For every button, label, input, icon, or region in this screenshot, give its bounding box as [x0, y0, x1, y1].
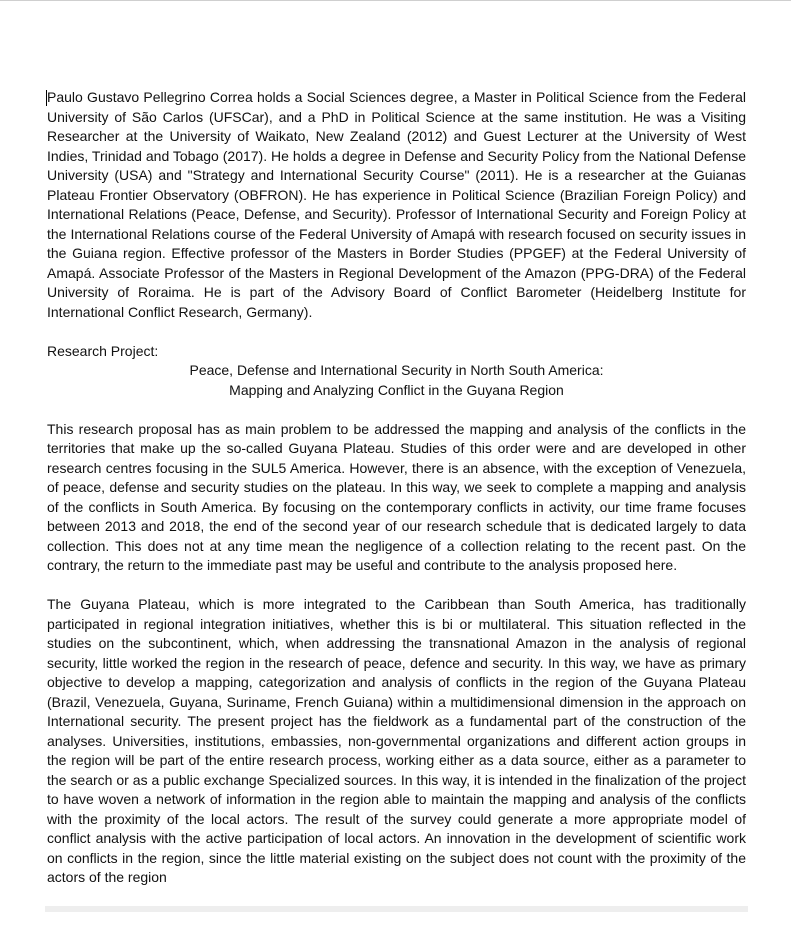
- research-paragraph-2[interactable]: The Guyana Plateau, which is more integrated to the Caribbean than South America, has traditionally participated in regional integration initiatives, whether this is bi or multilateral. This situation reflected in the studies on the subcontinent, which, when addressing the transnational Amazon in the analysis of regional security, little worked the region in the research of peace, defence and security. In this way, we have as primary objective to develop a mapping, categorization and analysis of conflicts in the region of the Guyana Plateau (Brazil, Venezuela, Guyana, Suriname, French Guiana) within a multidimensional dimension in the approach on International security. The present project has the fieldwork as a fundamental part of the construction of the analyses. Universities, institutions, embassies, non-governmental organizations and different action groups in the region will be part of the entire research process, working either as a data source, either as a parameter to the search or as a public exchange Specialized sources. In this way, it is intended in the finalization of the project to have woven a network of information in the region able to maintain the mapping and analysis of the conflicts with the proximity of the local actors. The result of the survey could generate a more appropriate model of conflict analysis with the active participation of local actors. An innovation in the development of scientific work on conflicts in the region, since the little material existing on the subject does not count with the proximity of the actors of the region: [47, 596, 746, 885]
- bio-paragraph[interactable]: Paulo Gustavo Pellegrino Correa holds a Social Sciences degree, a Master in Political Science from the Federal University of São Carlos (UFSCar), and a PhD in Political Science at the same institution. He was a Visiting Researcher at the University of Waikato, New Zealand (2012) and Guest Lecturer at the University of West Indies, Trinidad and Tobago (2017). He holds a degree in Defense and Security Policy from the National Defense University (USA) and "Strategy and International Security Course" (2011). He is a researcher at the Guianas Plateau Frontier Observatory (OBFRON). He has experience in Political Science (Brazilian Foreign Policy) and International Relations (Peace, Defense, and Security). Professor of International Security and Foreign Policy at the International Relations course of the Federal University of Amapá with research focused on security issues in the Guiana region. Effective professor of the Masters in Border Studies (PPGEF) at the Federal University of Amapá. Associate Professor of the Masters in Regional Development of the Amazon (PPG-DRA) of the Federal University of Roraima. He is part of the Advisory Board of Conflict Barometer (Heidelberg Institute for International Conflict Research, Germany).: [47, 89, 746, 320]
- document-page[interactable]: [47, 88, 746, 888]
- page-top-border: [0, 0, 791, 1]
- spacer: [47, 322, 746, 342]
- project-title-line-2[interactable]: Mapping and Analyzing Conflict in the Guyana Region: [229, 381, 564, 398]
- research-project-label[interactable]: Research Project:: [47, 342, 159, 359]
- research-paragraph-1[interactable]: This research proposal has as main problem to be addressed the mapping and analysis of the conflicts in the territories that make up the so-called Guyana Plateau. Studies of this order were and are developed in other research centres focusing in the SUL5 America. However, there is an absence, with the exception of Venezuela, of peace, defense and security studies on the plateau. In this way, we seek to complete a mapping and analysis of the conflicts in South America. By focusing on the contemporary conflicts in activity, our time frame focuses between 2013 and 2018, the end of the second year of our research schedule that is dedicated largely to data collection. This does not at any time mean the negligence of a collection relating to the recent past. On the contrary, the return to the immediate past may be useful and contribute to the analysis proposed here.: [47, 420, 746, 573]
- spacer: [47, 400, 746, 420]
- page-bottom-strip: [45, 906, 748, 912]
- project-title-line-1[interactable]: Peace, Defense and International Security in North South America:: [189, 362, 604, 378]
- text-cursor: [46, 90, 47, 106]
- spacer: [47, 576, 746, 596]
